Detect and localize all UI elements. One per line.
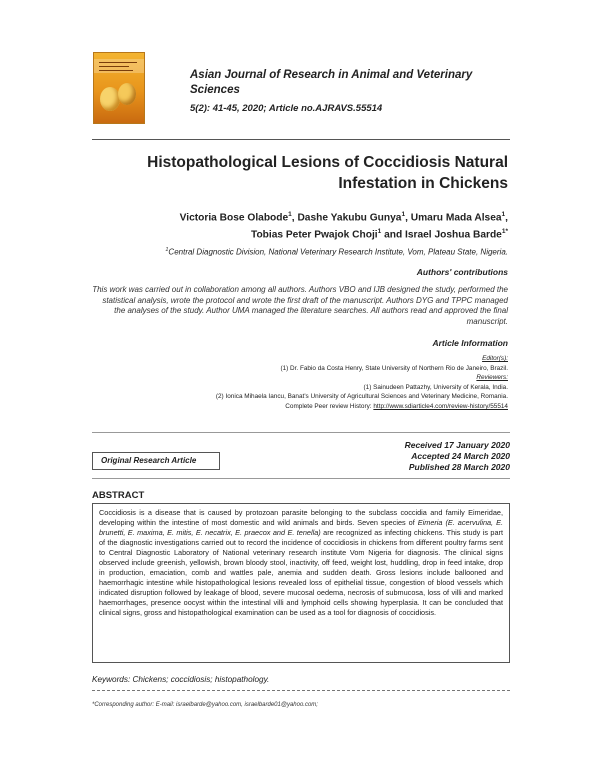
author-name: Israel Joshua Barde (405, 229, 502, 241)
journal-name: Asian Journal of Research in Animal and Veterinary Sciences (190, 69, 473, 96)
article-info-heading: Article Information (432, 338, 508, 348)
contributions-text: This work was carried out in collaboration among all authors. Authors VBO and IJB designed the study, performed the statistical analysis, wrote the protocol and wrote the first draft of the manuscript. Authors DYG and TPPC managed the analyses of the study. Author UMA managed the literature searches. All authors read and approved the final manuscript. (92, 285, 508, 326)
affiliation (92, 247, 508, 257)
cover-title-line (99, 66, 129, 67)
author-separator: , (405, 212, 411, 224)
article-info-block (92, 354, 508, 412)
publication-dates (330, 440, 510, 473)
cover-title-line (99, 62, 137, 63)
review-history-link[interactable]: http://www.sdiarticle4.com/review-history/55514 (373, 402, 508, 410)
abstract-box (92, 503, 510, 663)
received-date: Received 17 January 2020 (404, 440, 510, 450)
dates-divider (92, 478, 510, 479)
author-affiliation-mark: 1 (401, 211, 406, 218)
affiliation-mark: 1 (165, 247, 169, 253)
cover-title-line (99, 70, 133, 71)
author-name: Dashe Yakubu Gunya (297, 212, 402, 224)
author-affiliation-mark: 1 (377, 227, 382, 235)
author-affiliation-mark: 1 (288, 211, 292, 218)
cover-egg-image (118, 83, 136, 105)
author-separator: , (505, 212, 508, 224)
author-separator: and (381, 229, 406, 241)
contributions-heading: Authors' contributions (416, 267, 508, 277)
published-date: Published 28 March 2020 (408, 462, 510, 472)
abstract-species: Eimeria (E. acervulina, E. brunetti, E. maxima, E. mitis, E. necatrix, E. praecox and E. tenella) (99, 517, 503, 537)
author-name: Victoria Bose Olabode (179, 212, 289, 224)
author-affiliation-mark: 1* (501, 227, 508, 235)
author-affiliation-mark: 1 (501, 211, 506, 218)
keywords: Keywords: Chickens; coccidiosis; histopathology. (92, 675, 270, 684)
author-separator: , (291, 212, 298, 224)
cover-egg-image (100, 87, 120, 111)
corresponding-author-note: *Corresponding author: E-mail: israelbarde@yahoo.com, israelbarde01@yahoo.com; (92, 702, 318, 708)
review-history-label: Complete Peer review History: (285, 402, 372, 410)
author-list (92, 208, 508, 242)
article-title: Histopathological Lesions of Coccidiosis Natural Infestation in Chickens (147, 154, 508, 192)
info-divider (92, 432, 510, 433)
editor-entry: (1) Dr. Fabio da Costa Henry, State University of Northern Rio de Janeiro, Brazil. (280, 364, 508, 372)
editor-label: Editor(s): (482, 355, 508, 362)
author-name: Umaru Mada Alsea (410, 212, 502, 224)
header-divider (92, 139, 510, 140)
abstract-text: Coccidiosis is a disease that is caused by protozoan parasite belonging to the subclass coccidia and family Eimeridae, developing within the intestine of most domestic and wild animals and birds. Seven species of (99, 508, 503, 527)
journal-issue: 5(2): 41-45, 2020; Article no.AJRAVS.55514 (190, 103, 383, 114)
author-name: Tobias Peter Pwajok Choji (250, 229, 378, 241)
journal-cover-thumbnail (93, 52, 145, 124)
footnote-divider (92, 690, 510, 691)
article-type-badge: Original Research Article (92, 452, 220, 470)
affiliation-text: Central Diagnostic Division, National Veterinary Research Institute, Vom, Plateau State, Nigeria. (168, 247, 508, 257)
abstract-heading: ABSTRACT (92, 490, 145, 501)
abstract-text: are recognized as infecting chickens. This study is part of the diagnostic investigations carried out to record the incidence of coccidiosis in chickens from different poultry farms sent to Central Diagnostic Laboratory of National veterinary research institute Vom Nigeria for diagnosis. The clinical signs observed include greenish, yellowish, brown bloody stool, inactivity, off feed, weight lost, huddling, drop in feed intake, drop in production, emaciation, comb and wattles pale, anemia and sudden death. Gross lesions include ballooned and haemorrhagic intestine while histopathological lesions revealed loss of epithelial tissue, congestion of blood vessels which indicated disruption followed by leakage of blood, severe mucosal oedema, necrosis of submucosa, loss of villi and marked haemorrhages, presence oocyst within the intestinal villi and lymphoid cells showing hyperplasia. It can be concluded that clinical signs, gross and histopathological examination can be used as a tool for diagnosis of coccidiosis. (99, 527, 503, 617)
accepted-date: Accepted 24 March 2020 (411, 451, 510, 461)
reviewers-label: Reviewers: (476, 374, 508, 382)
reviewer-entry: (2) Ionica Mihaela Iancu, Banat's University of Agricultural Sciences and Veterinary Medicine, Romania. (215, 393, 508, 401)
reviewer-entry: (1) Sainudeen Pattazhy, University of Kerala, India. (363, 383, 508, 391)
